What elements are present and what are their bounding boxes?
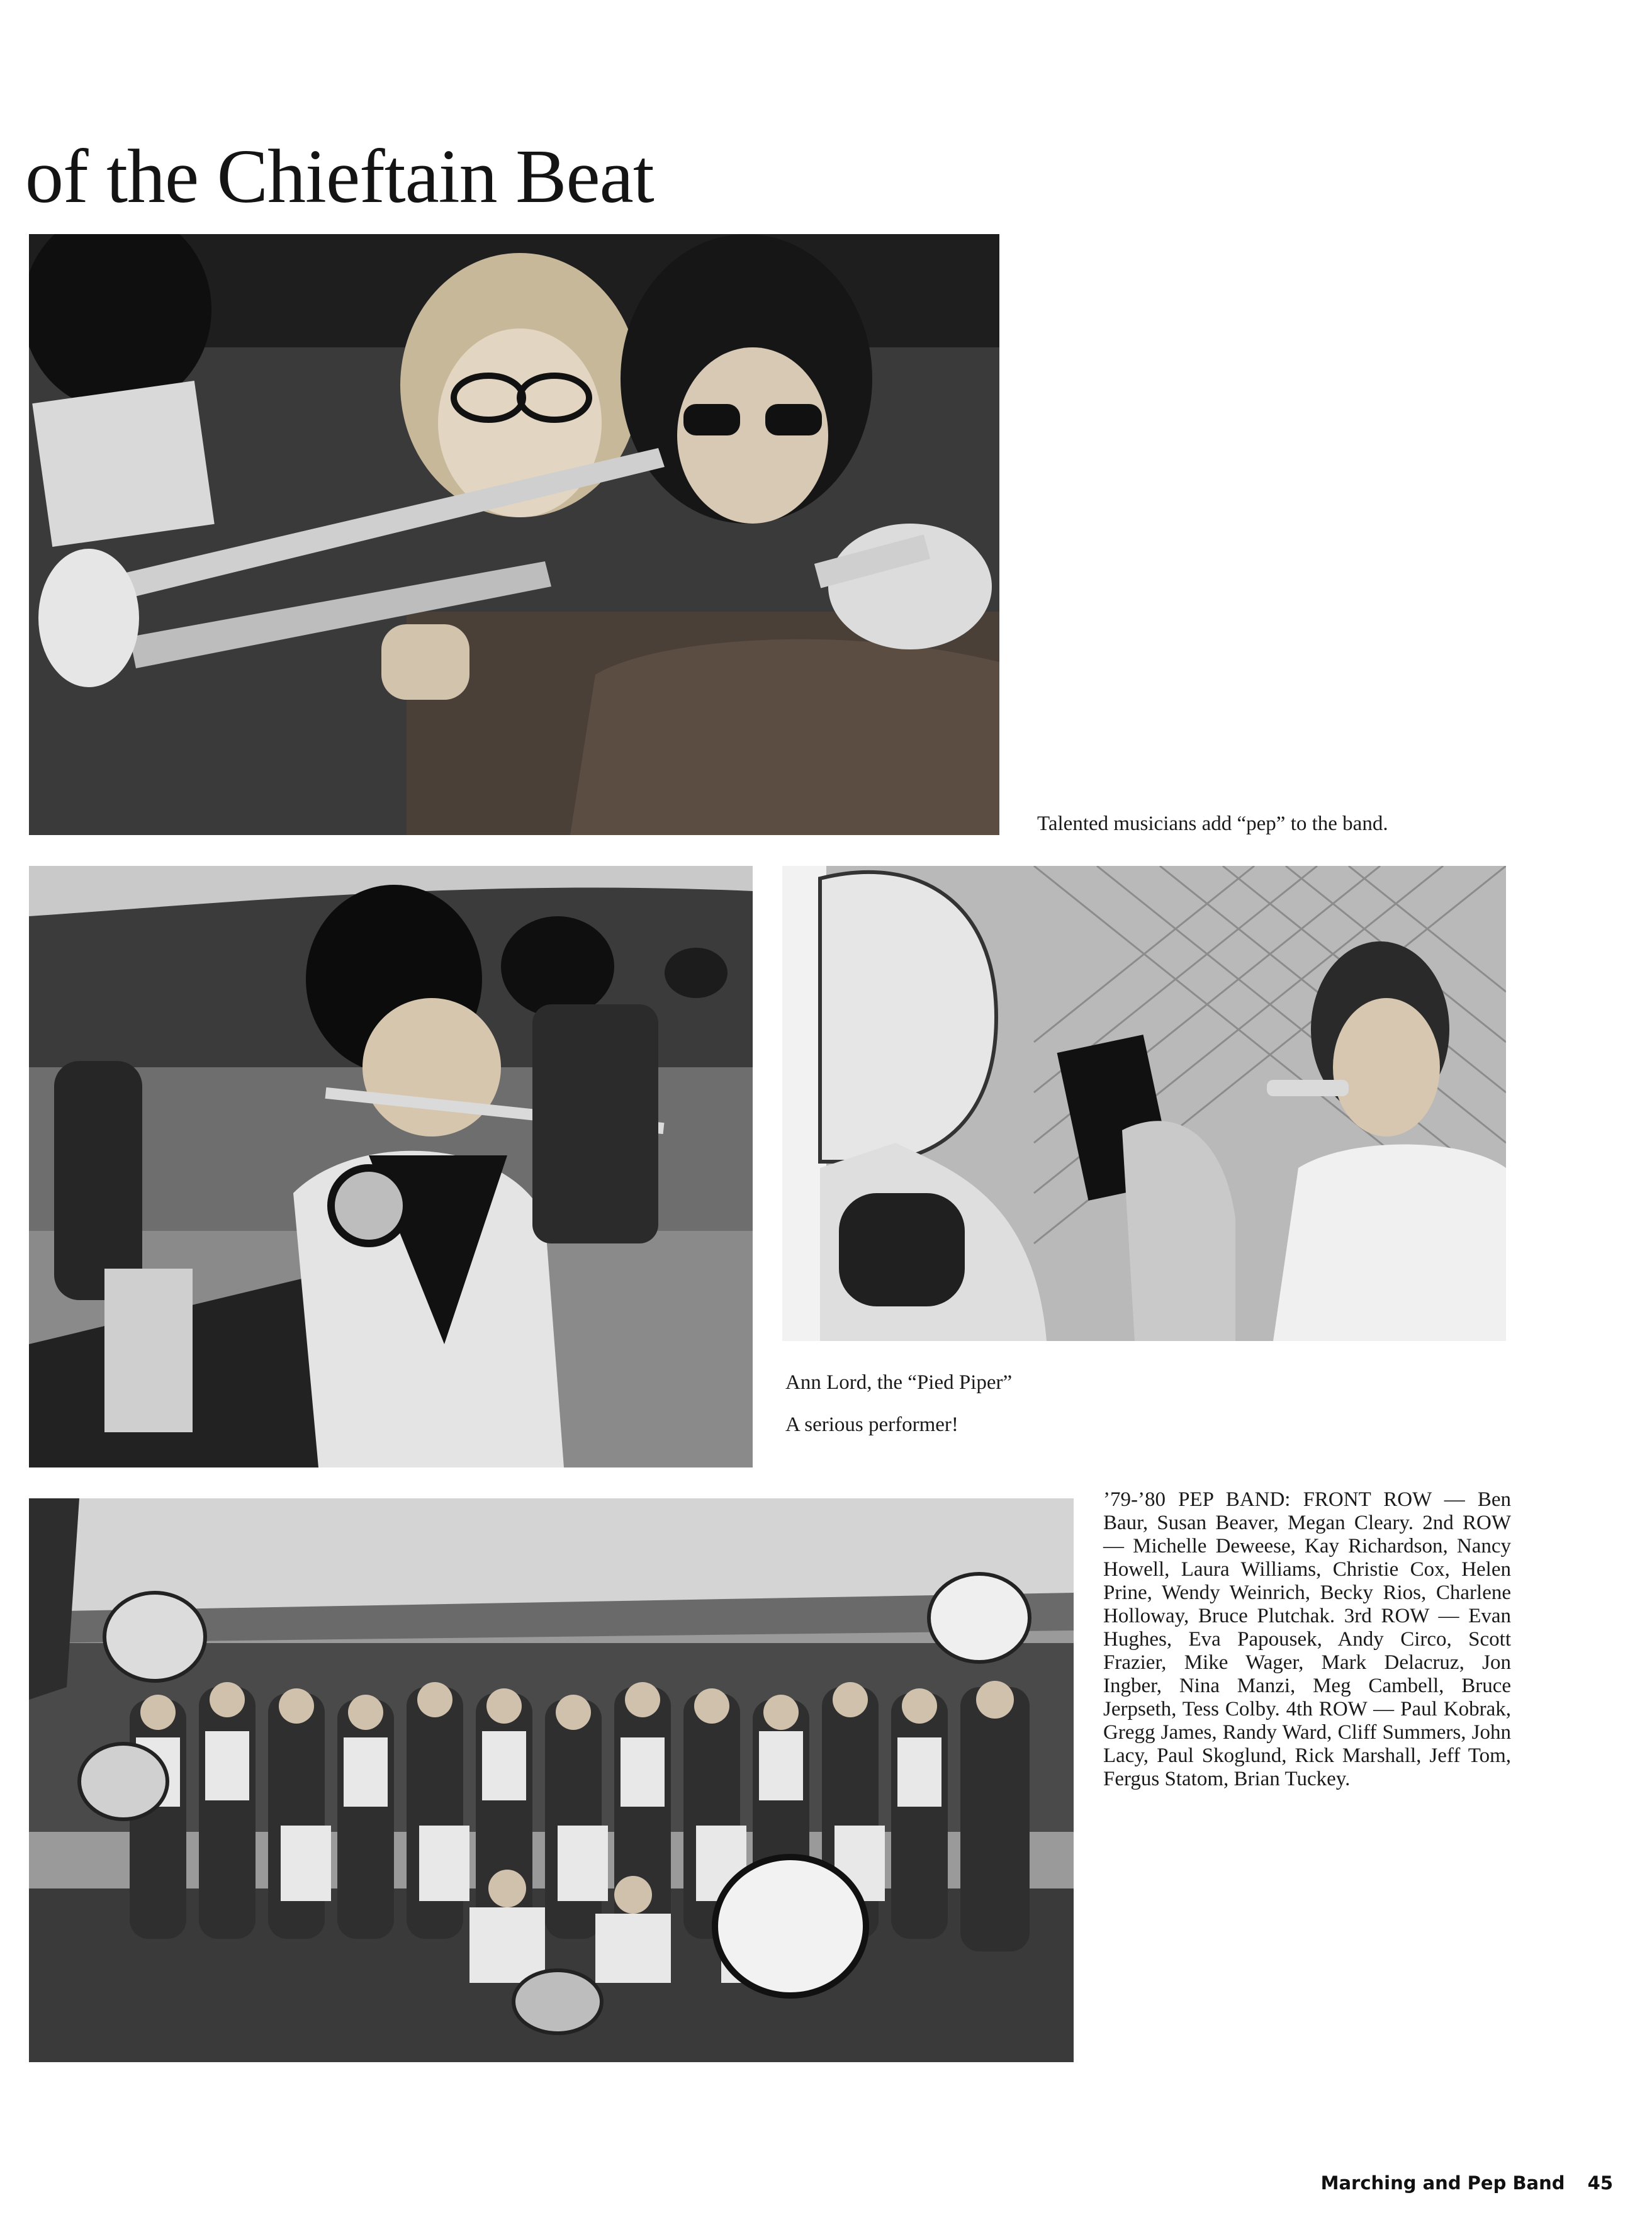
page-headline: of the Chieftain Beat [25, 134, 654, 219]
flute-caption: Ann Lord, the “Pied Piper” [785, 1371, 1013, 1394]
trumpets-caption: Talented musicians add “pep” to the band. [1037, 812, 1388, 835]
sousaphone-caption: A serious performer! [785, 1413, 958, 1436]
page-number: 45 [1587, 2172, 1613, 2194]
pep-band-roster: ’79-’80 PEP BAND: FRONT ROW — Ben Baur, Susan Beaver, Megan Cleary. 2nd ROW — Michelle Deweese, Kay Richardson, Nancy Howell, Laura Williams, Christie Cox, Helen Prine, Wendy Weinrich, Becky Rios, Charlene Holloway, Bruce Plutchak. 3rd ROW — Evan Hughes, Eva Papousek, Andy Circo, Scott Frazier, Mike Wager, Mark Delacruz, Jon Ingber, Nina Manzi, Meg Cambell, Bruce Jerpseth, Tess Colby. 4th ROW — Paul Kobrak, Gregg James, Randy Ward, Cliff Summers, John Lacy, Paul Skoglund, Rick Marshall, Jeff Tom, Fergus Statom, Brian Tuckey. [1103, 1488, 1511, 1790]
sousaphone-performer-photo [782, 866, 1506, 1341]
page-footer [1321, 2172, 1613, 2194]
trumpet-players-photo [29, 234, 999, 835]
section-title: Marching and Pep Band [1320, 2172, 1565, 2194]
pep-band-group-photo [29, 1498, 1074, 2062]
flute-player-photo [29, 866, 753, 1467]
